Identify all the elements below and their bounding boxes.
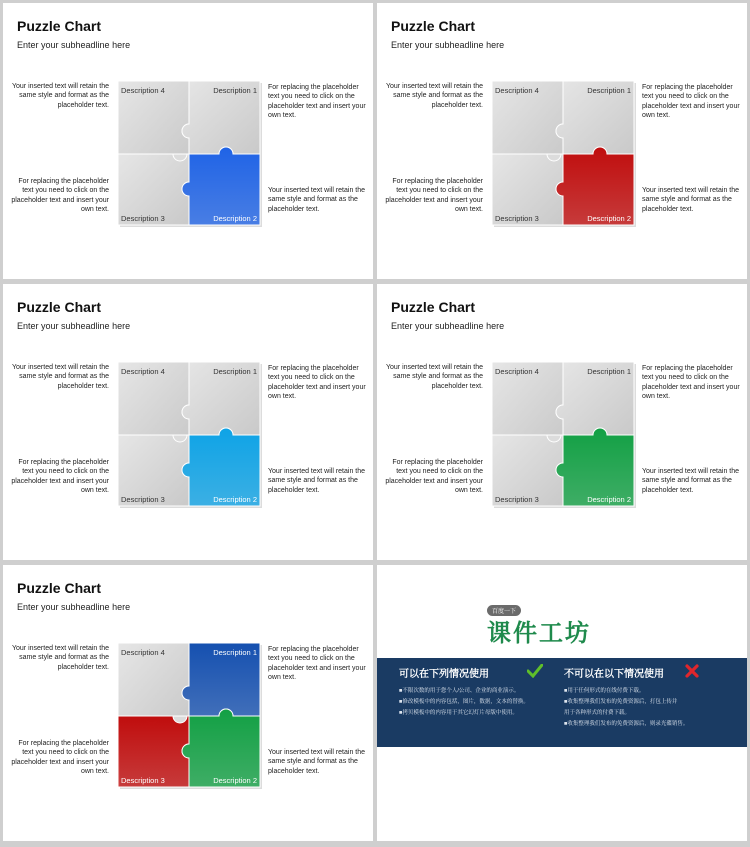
puzzle-graphic (118, 643, 260, 787)
piece-label-4: Description 4 (121, 648, 165, 657)
text-top-right: For replacing the placeholder text you need to click on the placeholder text and insert your own text. (642, 365, 740, 400)
slide-subtitle: Enter your subheadline here (17, 602, 131, 612)
piece-label-4: Description 4 (121, 86, 165, 95)
puzzle-chart (118, 81, 260, 225)
cross-icon (685, 664, 699, 678)
piece-label-2: Description 2 (213, 214, 257, 223)
cannot-use-list (564, 686, 739, 730)
piece-label-1: Description 1 (213, 367, 257, 376)
text-top-right: For replacing the placeholder text you need to click on the placeholder text and insert your own text. (268, 365, 366, 400)
brand-tag: 百度一下 (487, 605, 521, 616)
puzzle-chart (492, 362, 634, 506)
piece-label-1: Description 1 (213, 648, 257, 657)
text-bottom-right: Your inserted text will retain the same style and format as the placeholder text. (268, 749, 366, 775)
piece-label-2: Description 2 (587, 495, 631, 504)
puzzle-chart (118, 362, 260, 506)
text-bottom-right: Your inserted text will retain the same style and format as the placeholder text. (268, 468, 366, 494)
list-item: ■修改模板中的内容包括，图片，数据，文本的替换。 (399, 699, 529, 705)
piece-label-2: Description 2 (213, 495, 257, 504)
piece-label-3: Description 3 (495, 214, 539, 223)
piece-label-4: Description 4 (495, 367, 539, 376)
slide-4 (377, 284, 747, 560)
brand-name: 课件工坊 (487, 620, 591, 647)
piece-label-3: Description 3 (495, 495, 539, 504)
text-top-left: Your inserted text will retain the same style and format as the placeholder text. (11, 645, 109, 671)
text-bottom-left: For replacing the placeholder text you need to click on the placeholder text and insert your own text. (11, 459, 109, 494)
piece-label-1: Description 1 (587, 86, 631, 95)
puzzle-graphic (118, 81, 260, 225)
piece-label-1: Description 1 (587, 367, 631, 376)
slide-subtitle: Enter your subheadline here (391, 40, 505, 50)
slide-1 (3, 3, 373, 279)
piece-label-2: Description 2 (213, 776, 257, 785)
text-top-right: For replacing the placeholder text you need to click on the placeholder text and insert your own text. (642, 84, 740, 119)
piece-label-3: Description 3 (121, 495, 165, 504)
usage-panel (377, 658, 747, 747)
can-use-title: 可以在下列情况使用 (399, 669, 489, 680)
piece-label-3: Description 3 (121, 776, 165, 785)
slide-5 (3, 565, 373, 841)
check-icon (527, 664, 543, 678)
list-item: ■用于任何形式的在线付费下载。 (564, 688, 645, 694)
piece-label-4: Description 4 (121, 367, 165, 376)
slide-title: Puzzle Chart (17, 299, 102, 315)
text-top-left: Your inserted text will retain the same style and format as the placeholder text. (385, 83, 483, 109)
list-item: ■拷贝模板中的内容用于其它幻灯片母版中使用。 (399, 710, 518, 716)
slide-subtitle: Enter your subheadline here (17, 40, 131, 50)
slide-subtitle: Enter your subheadline here (391, 321, 505, 331)
text-top-left: Your inserted text will retain the same style and format as the placeholder text. (11, 83, 109, 109)
slide-2 (377, 3, 747, 279)
list-item: ■收集整理我们发布的免费资源后，则录光碟销售。 (564, 721, 689, 727)
puzzle-chart (492, 81, 634, 225)
cannot-use-title: 不可以在以下情况使用 (564, 669, 664, 680)
text-top-right: For replacing the placeholder text you need to click on the placeholder text and insert your own text. (268, 84, 366, 119)
slide-title: Puzzle Chart (17, 18, 102, 34)
text-bottom-right: Your inserted text will retain the same style and format as the placeholder text. (268, 187, 366, 213)
slide-title: Puzzle Chart (391, 18, 476, 34)
puzzle-graphic (492, 362, 634, 506)
text-bottom-left: For replacing the placeholder text you need to click on the placeholder text and insert your own text. (11, 740, 109, 775)
text-top-left: Your inserted text will retain the same style and format as the placeholder text. (11, 364, 109, 390)
piece-label-2: Description 2 (587, 214, 631, 223)
puzzle-graphic (492, 81, 634, 225)
list-item: ■收集整理我们发布的免费资源后，打包上传并 (564, 699, 678, 705)
list-item: ■不限次数的用于您个人/公司、企业的商业演示。 (399, 688, 520, 694)
slide-6-usage-terms (377, 565, 747, 841)
list-item: 用于各种形式的付费下载。 (564, 710, 631, 716)
can-use-list (399, 686, 549, 719)
text-bottom-left: For replacing the placeholder text you need to click on the placeholder text and insert your own text. (385, 459, 483, 494)
brand-logo (487, 605, 647, 647)
text-top-left: Your inserted text will retain the same style and format as the placeholder text. (385, 364, 483, 390)
slide-title: Puzzle Chart (391, 299, 476, 315)
text-bottom-right: Your inserted text will retain the same style and format as the placeholder text. (642, 187, 740, 213)
text-top-right: For replacing the placeholder text you need to click on the placeholder text and insert your own text. (268, 646, 366, 681)
piece-label-3: Description 3 (121, 214, 165, 223)
slide-3 (3, 284, 373, 560)
puzzle-chart (118, 643, 260, 787)
text-bottom-left: For replacing the placeholder text you need to click on the placeholder text and insert your own text. (11, 178, 109, 213)
text-bottom-left: For replacing the placeholder text you need to click on the placeholder text and insert your own text. (385, 178, 483, 213)
piece-label-4: Description 4 (495, 86, 539, 95)
text-bottom-right: Your inserted text will retain the same style and format as the placeholder text. (642, 468, 740, 494)
puzzle-graphic (118, 362, 260, 506)
slide-subtitle: Enter your subheadline here (17, 321, 131, 331)
slide-title: Puzzle Chart (17, 580, 102, 596)
piece-label-1: Description 1 (213, 86, 257, 95)
